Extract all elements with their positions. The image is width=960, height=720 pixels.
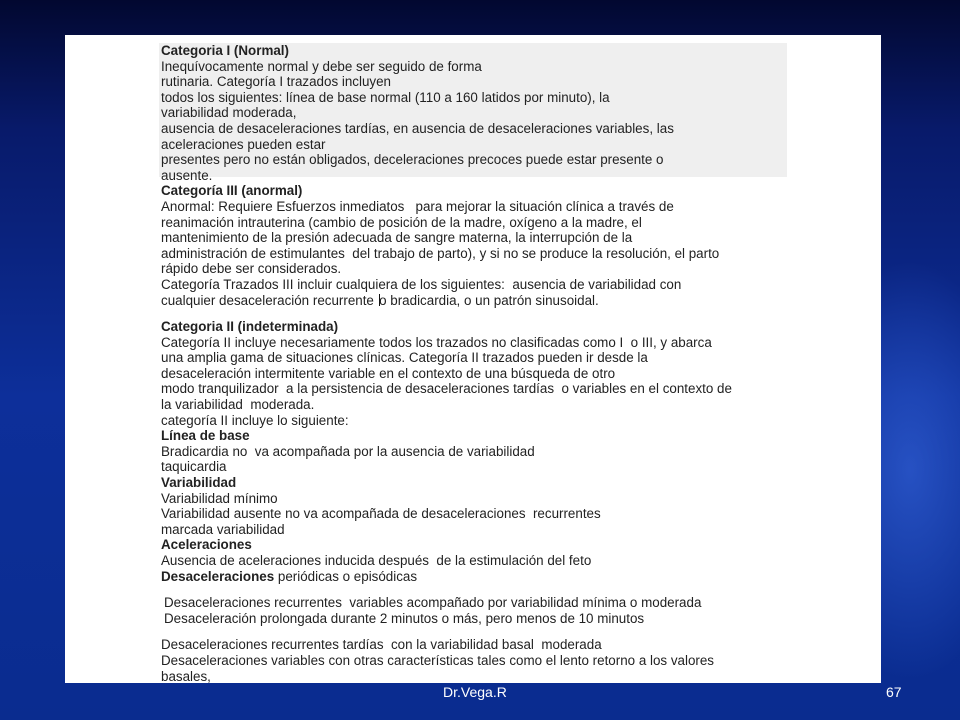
document-text [161,43,873,683]
decelerations-suffix: periódicas o episódicas [274,568,418,584]
text-line: aceleraciones pueden estar [161,136,326,152]
text-line: taquicardia [161,459,227,475]
text-line: Variabilidad mínimo [161,490,278,506]
text-line: Desaceleración prolongada durante 2 minutos o más, pero menos de 10 minutos [164,610,645,626]
text-line: Variabilidad ausente no va acompañada de desaceleraciones recurrentes [161,506,601,522]
spacer [161,308,873,319]
text-line: Categoría II incluye necesariamente todos los trazados no clasificadas como I o III, y abarca [161,334,712,350]
accelerations-body [161,553,873,569]
text-line: todos los siguientes: línea de base normal (110 a 160 latidos por minuto), la [161,89,610,105]
text-line: variabilidad moderada, [161,105,297,121]
spacer [161,626,873,637]
variability-heading: Variabilidad [161,475,237,491]
footer-author: Dr.Vega.R [443,684,507,700]
decelerations-block-2 [161,637,873,683]
text-fragment: cualquier desaceleración recurrente [161,292,378,308]
category-3-body [161,199,873,293]
spacer [161,584,873,595]
text-line: Inequívocamente normal y debe ser seguido de forma [161,58,482,74]
text-line: ausencia de desaceleraciones tardías, en ausencia de desaceleraciones variables, las [161,120,674,136]
slide-content [65,35,881,683]
text-line: rápido debe ser considerados. [161,261,342,277]
text-line: la variabilidad moderada. [161,397,315,413]
baseline-heading: Línea de base [161,428,250,444]
text-line: marcada variabilidad [161,521,285,537]
category-3-last-line [161,293,873,309]
decelerations-block-1 [161,595,873,626]
category-1-heading: Categoria I (Normal) [161,43,289,58]
text-line: presentes pero no están obligados, deceleraciones precoces puede estar presente o [161,152,664,168]
text-line: ausente. [161,167,213,183]
baseline-body [161,444,873,475]
text-line: Ausencia de aceleraciones inducida después de la estimulación del feto [161,553,592,568]
text-line: modo tranquilizador a la persistencia de desaceleraciones tardías o variables en el contexto de [161,381,732,397]
decelerations-heading: Desaceleraciones [161,568,275,584]
text-line: basales, [161,668,211,683]
category-2-heading: Categoria II (indeterminada) [161,319,339,335]
text-line: administración de estimulantes del trabajo de parto), y si no se produce la resolución, el parto [161,245,720,261]
variability-body [161,491,873,538]
text-line: mantenimiento de la presión adecuada de sangre materna, la interrupción de la [161,230,633,246]
text-line: Bradicardia no va acompañada por la ausencia de variabilidad [161,443,535,459]
category-1-body [161,59,873,184]
decelerations-line [161,569,873,585]
text-line: Desaceleraciones variables con otras características tales como el lento retorno a los valores [161,652,714,668]
text-line: Desaceleraciones recurrentes variables acompañado por variabilidad mínima o moderada [164,595,702,611]
text-line: desaceleración intermitente variable en el contexto de una búsqueda de otro [161,365,616,381]
footer-page-number: 67 [886,684,902,700]
text-line: una amplia gama de situaciones clínicas. Categoría II trazados pueden ir desde la [161,350,648,366]
text-line: Categoría Trazados III incluir cualquiera de los siguientes: ausencia de variabilidad con [161,276,682,292]
category-2-body [161,335,873,429]
text-line: rutinaria. Categoría I trazados incluyen [161,74,391,90]
text-fragment: o bradicardia, o un patrón sinusoidal. [379,292,599,308]
text-line: Anormal: Requiere Esfuerzos inmediatos para mejorar la situación clínica a través de [161,198,674,214]
text-line: Desaceleraciones recurrentes tardías con la variabilidad basal moderada [161,637,602,653]
text-line: reanimación intrauterina (cambio de posición de la madre, oxígeno a la madre, el [161,214,642,230]
text-line: categoría II incluye lo siguiente: [161,412,349,428]
accelerations-heading: Aceleraciones [161,537,252,553]
category-3-heading: Categoría III (anormal) [161,183,303,199]
